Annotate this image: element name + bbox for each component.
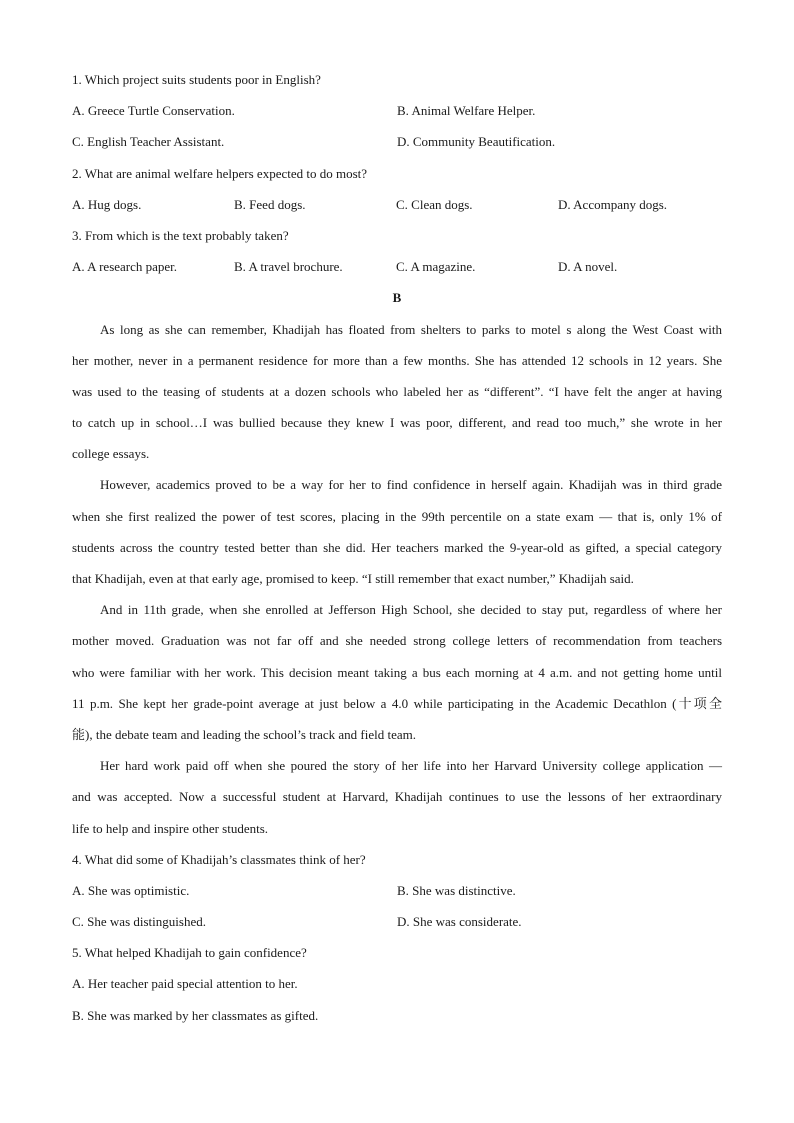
- passage-line: who were familiar with her work. This decision meant taking a bus each morning at 4 a.m. and not getting home until: [72, 664, 722, 680]
- exam-page: [72, 64, 722, 1031]
- question-1-option-c: C. English Teacher Assistant.: [72, 134, 225, 150]
- passage-line: her mother, never in a permanent residence for more than a few months. She has attended 12 schools in 12 years. She: [72, 352, 722, 368]
- question-3-option-a: A. A research paper.: [72, 259, 178, 275]
- question-4-option-b: B. She was distinctive.: [397, 882, 516, 898]
- question-2-stem: 2. What are animal welfare helpers expected to do most?: [72, 165, 368, 181]
- passage-paragraph-2: [72, 469, 722, 594]
- passage-paragraph-3: [72, 594, 722, 750]
- passage-line: when she first realized the power of test scores, placing in the 99th percentile on a state exam — that is, only 1% of: [72, 508, 722, 524]
- question-3-option-b: B. A travel brochure.: [234, 259, 343, 275]
- question-3-stem: 3. From which is the text probably taken?: [72, 227, 289, 243]
- question-4-option-a: A. She was optimistic.: [72, 882, 190, 898]
- question-4-option-c: C. She was distinguished.: [72, 914, 206, 930]
- question-1-stem: 1. Which project suits students poor in English?: [72, 72, 321, 87]
- passage-line: mother moved. Graduation was not far off and she needed strong college letters of recommendation from teachers: [72, 633, 722, 649]
- question-1-option-d: D. Community Beautification.: [397, 134, 556, 150]
- passage-line: 11 p.m. She kept her grade-point average at just below a 4.0 while participating in the Academic Decathlon (十项全: [72, 695, 722, 711]
- question-2-option-c: C. Clean dogs.: [396, 196, 473, 212]
- question-2-option-b: B. Feed dogs.: [234, 196, 306, 212]
- question-1-options-row-2: [72, 126, 722, 157]
- question-1-options-row-1: [72, 95, 722, 126]
- section-title: B: [392, 290, 402, 306]
- question-3-option-d: D. A novel.: [558, 259, 618, 275]
- passage-line: And in 11th grade, when she enrolled at Jefferson High School, she decided to stay put, regardless of where her: [100, 602, 722, 618]
- question-4-options-row-1: [72, 875, 722, 906]
- question-4-stem: 4. What did some of Khadijah’s classmates think of her?: [72, 851, 366, 867]
- passage-line: was used to the teasing of students at a dozen schools who labeled her as “different”. “I have felt the anger at having: [72, 383, 722, 399]
- passage-line: Her hard work paid off when she poured the story of her life into her Harvard University college application —: [100, 758, 722, 774]
- question-4-option-d: D. She was considerate.: [397, 914, 522, 930]
- question-2-option-a: A. Hug dogs.: [72, 196, 142, 212]
- passage-line: However, academics proved to be a way for her to find confidence in herself again. Khadijah was in third grade: [100, 477, 722, 493]
- passage-paragraph-4: [72, 750, 722, 844]
- question-1-option-b: B. Animal Welfare Helper.: [397, 103, 536, 119]
- passage-line: to catch up in school…I was bullied because they knew I was poor, different, and read too much,” she wrote in her: [72, 415, 722, 431]
- question-5-stem: 5. What helped Khadijah to gain confidence?: [72, 945, 307, 961]
- passage-line: life to help and inspire other students.: [72, 820, 269, 836]
- passage-line: students across the country tested better than she did. Her teachers marked the 9-year-old as gifted, a special category: [72, 539, 722, 555]
- passage-line: and was accepted. Now a successful student at Harvard, Khadijah continues to use the lessons of her extraordinary: [72, 789, 722, 805]
- question-5-option-a: A. Her teacher paid special attention to her.: [72, 976, 298, 992]
- passage-line: As long as she can remember, Khadijah has floated from shelters to parks to motel s along the West Coast with: [100, 321, 722, 337]
- passage-line: college essays.: [72, 446, 150, 462]
- question-2-option-d: D. Accompany dogs.: [558, 196, 668, 212]
- question-5-option-b: B. She was marked by her classmates as gifted.: [72, 1007, 319, 1023]
- question-3-option-c: C. A magazine.: [396, 259, 476, 275]
- passage-line: 能), the debate team and leading the school’s track and field team.: [72, 726, 417, 742]
- passage-paragraph-1: [72, 314, 722, 470]
- question-2-options: [72, 189, 722, 220]
- question-1-option-a: A. Greece Turtle Conservation.: [72, 103, 235, 119]
- question-4-options-row-2: [72, 906, 722, 937]
- passage-line: that Khadijah, even at that early age, promised to keep. “I still remember that exact number,” Khadijah said.: [72, 571, 634, 586]
- question-3-options: [72, 251, 722, 282]
